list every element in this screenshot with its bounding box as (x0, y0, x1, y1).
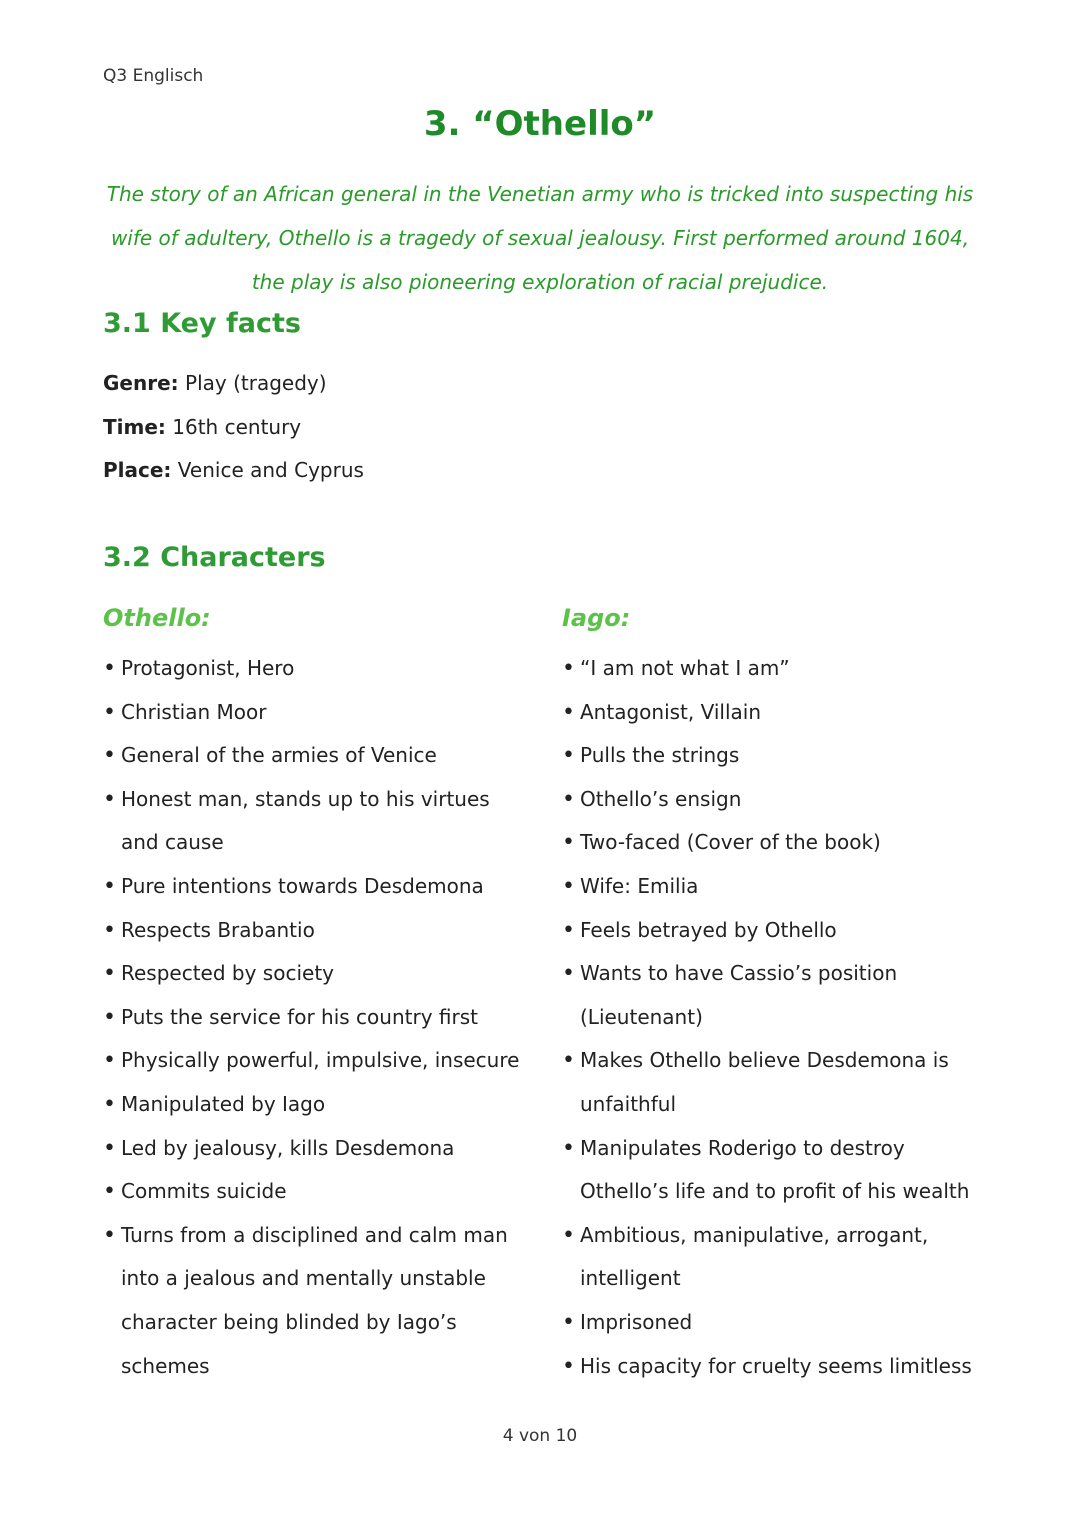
list-item: • Manipulates Roderigo to destroy Othello’s life and to profit of his wealth (562, 1127, 982, 1214)
list-item: • Protagonist, Hero (103, 647, 533, 691)
list-item: • Physically powerful, impulsive, insecure (103, 1039, 533, 1083)
page-number: 4 von 10 (502, 1426, 578, 1446)
list-item: • Commits suicide (103, 1170, 533, 1214)
list-item: • Pulls the strings (562, 734, 982, 778)
character-column-othello (103, 598, 533, 1388)
fact-value: Play (tragedy) (185, 371, 327, 395)
list-item: • Feels betrayed by Othello (562, 909, 982, 953)
fact-genre (103, 362, 364, 406)
section-heading-characters: 3.2 Characters (103, 542, 326, 573)
list-item: • Pure intentions towards Desdemona (103, 865, 533, 909)
character-name-othello: Othello: (103, 604, 211, 632)
fact-value: 16th century (172, 414, 302, 439)
character-column-iago (562, 598, 982, 1388)
section-heading-key-facts: 3.1 Key facts (103, 308, 301, 339)
iago-traits-list (562, 647, 982, 1388)
list-item: • Two-faced (Cover of the book) (562, 821, 982, 865)
fact-label: Place: (103, 458, 172, 482)
list-item: • Wife: Emilia (562, 865, 982, 909)
list-item: • Puts the service for his country first (103, 996, 533, 1040)
list-item: • Honest man, stands up to his virtues and cause (103, 778, 533, 865)
list-item: • Wants to have Cassio’s position (Lieutenant) (562, 952, 982, 1039)
list-item: • Turns from a disciplined and calm man into a jealous and mentally unstable character being blinded by Iago’s schemes (103, 1214, 533, 1388)
list-item: • Christian Moor (103, 691, 533, 735)
character-name-iago: Iago: (562, 604, 631, 632)
list-item: • Antagonist, Villain (562, 691, 982, 735)
intro-summary: The story of an African general in the Venetian army who is tricked into suspecting his wife of adultery, Othello is a tragedy of sexual jealousy. First performed around 1604, the play is also pioneering exploration of racial prejudice. (106, 182, 974, 294)
list-item: • Makes Othello believe Desdemona is unfaithful (562, 1039, 982, 1126)
list-item: • His capacity for cruelty seems limitless (562, 1345, 982, 1389)
othello-traits-list (103, 647, 533, 1388)
list-item: • Led by jealousy, kills Desdemona (103, 1127, 533, 1171)
fact-place (103, 449, 364, 493)
list-item: • Othello’s ensign (562, 778, 982, 822)
list-item: • “I am not what I am” (562, 647, 982, 691)
list-item: • Manipulated by Iago (103, 1083, 533, 1127)
list-item: • Respects Brabantio (103, 909, 533, 953)
fact-label: Time: (103, 414, 166, 439)
document-header-label: Q3 Englisch (103, 66, 204, 86)
fact-label: Genre: (103, 371, 179, 395)
list-item: • Ambitious, manipulative, arrogant, intelligent (562, 1214, 982, 1301)
list-item: • Respected by society (103, 952, 533, 996)
list-item: • General of the armies of Venice (103, 734, 533, 778)
key-facts-list (103, 362, 364, 493)
list-item: • Imprisoned (562, 1301, 982, 1345)
fact-time (103, 406, 364, 450)
fact-value: Venice and Cyprus (177, 458, 364, 482)
page-title: 3. “Othello” (423, 104, 657, 144)
